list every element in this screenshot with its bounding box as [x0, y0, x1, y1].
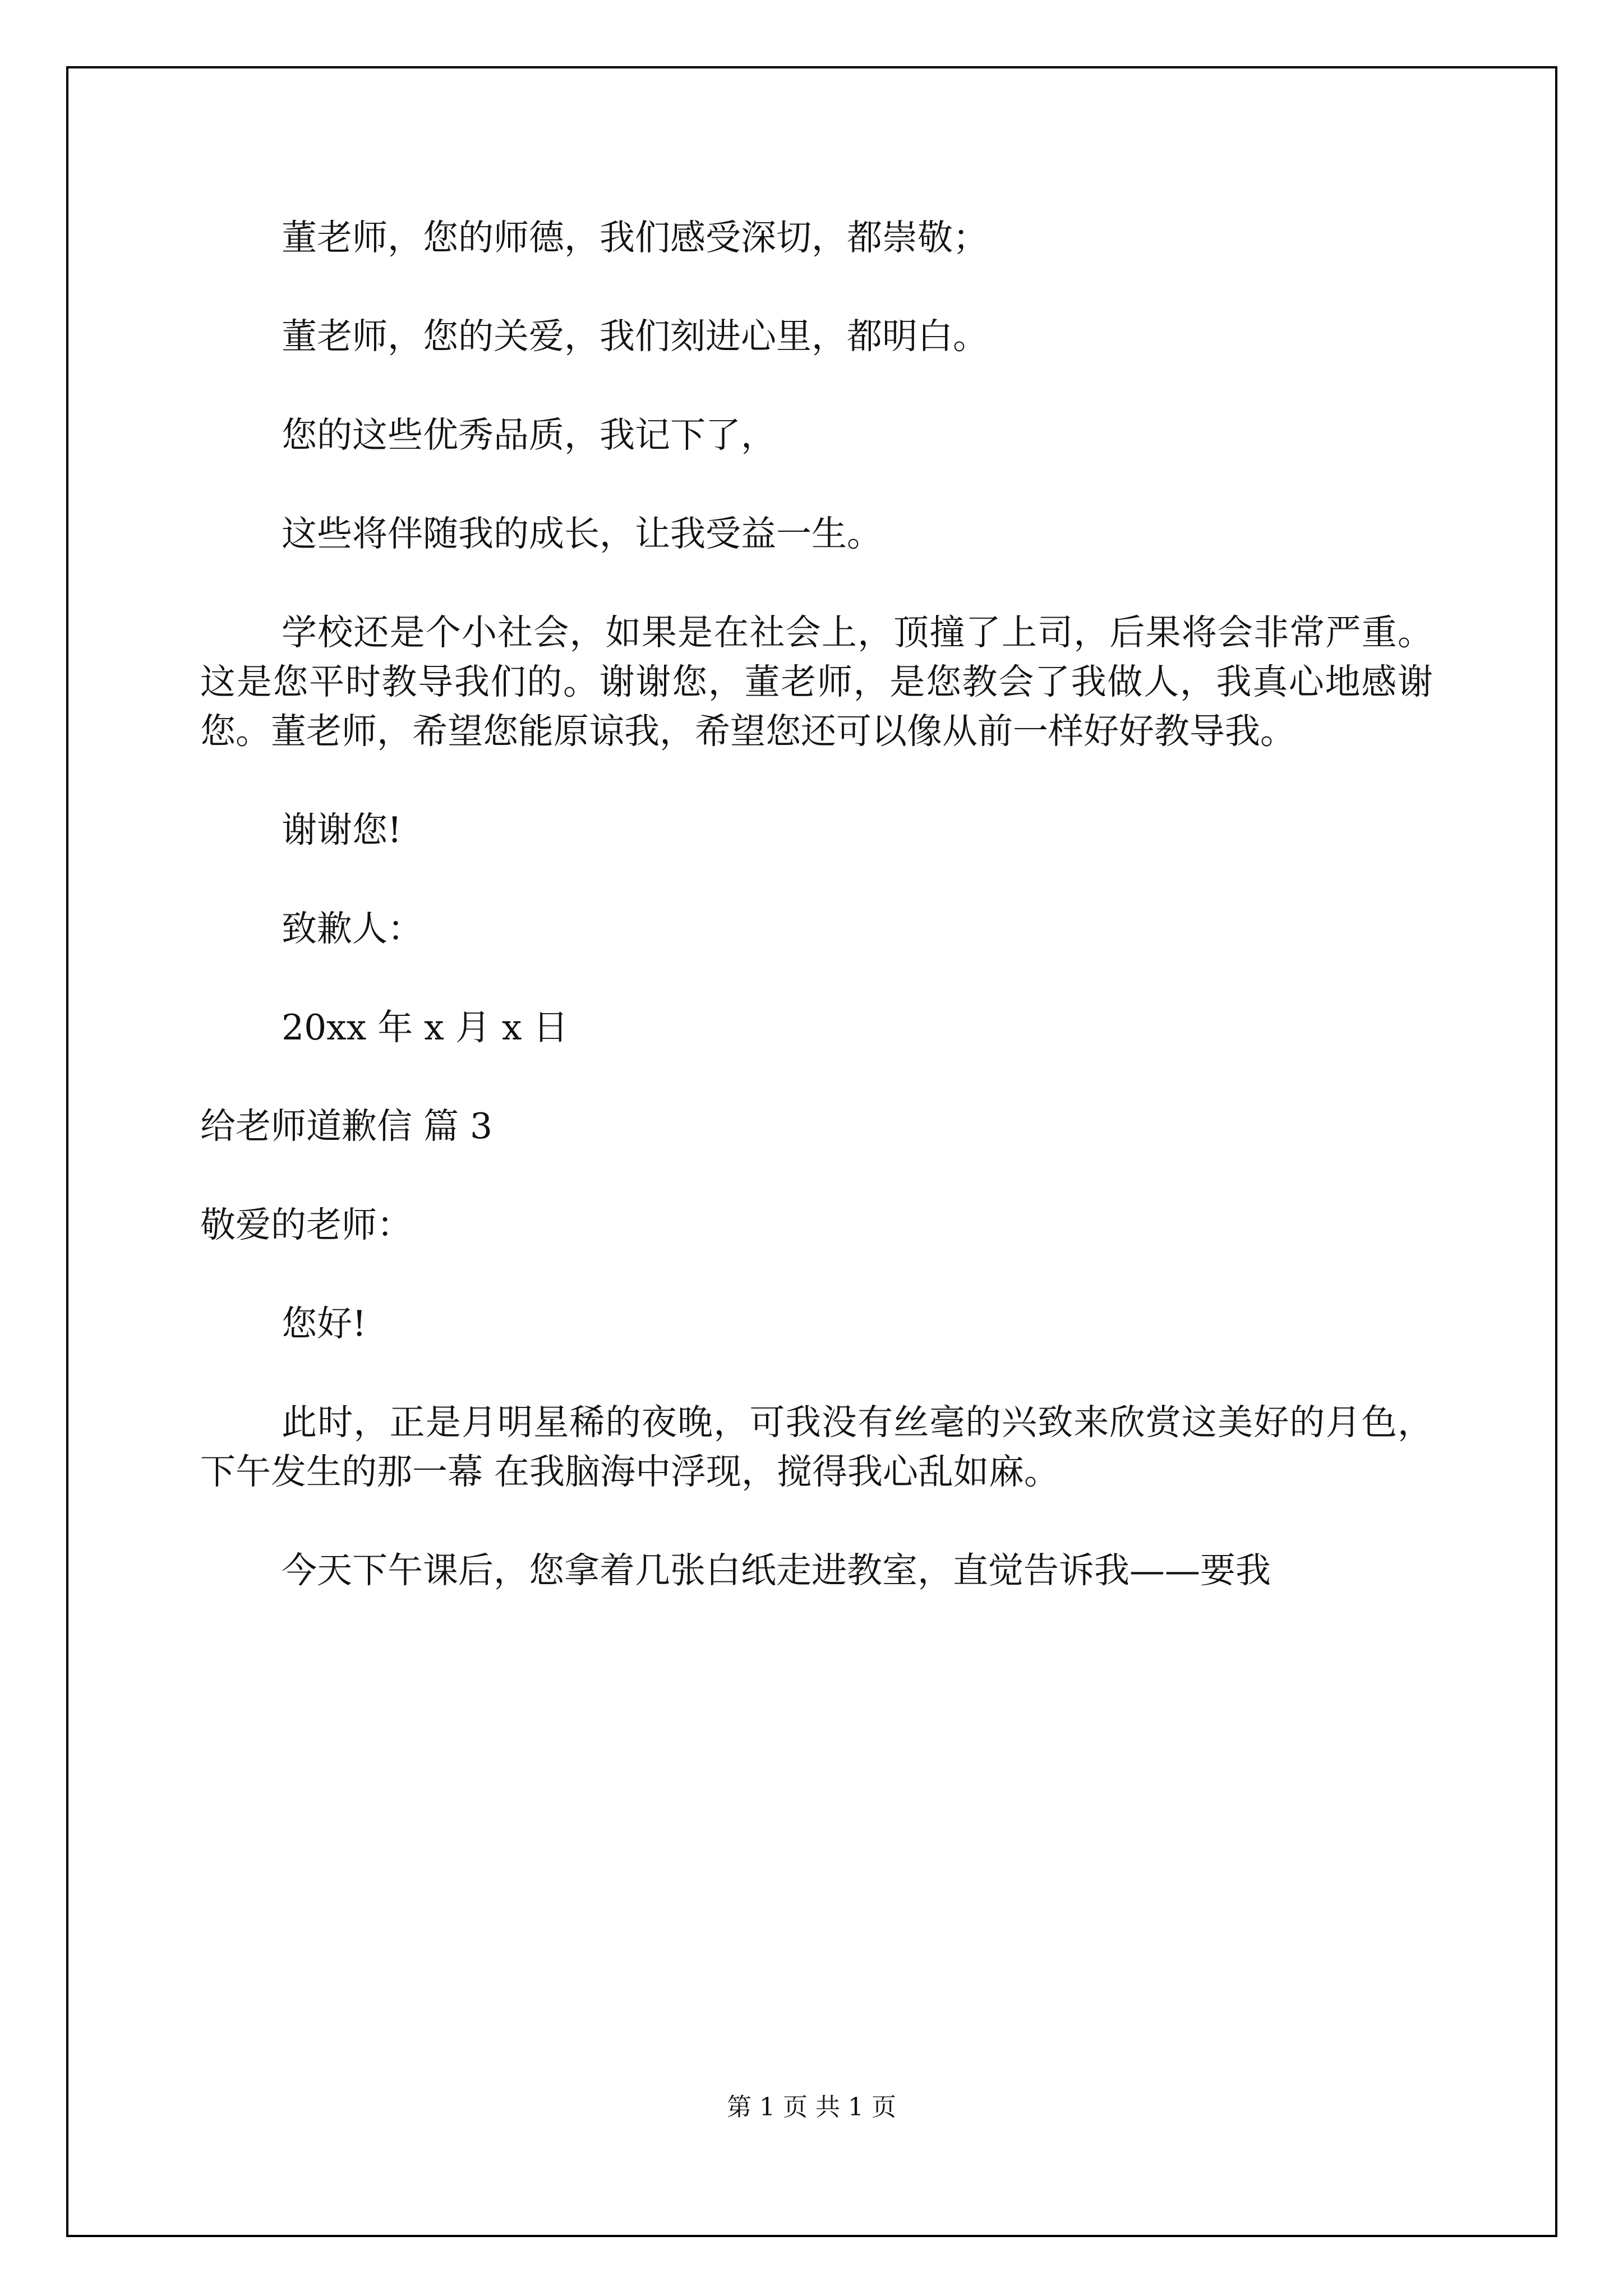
paragraph-4: 这些将伴随我的成长，让我受益一生。: [282, 513, 882, 554]
signature-label: 致歉人：: [282, 908, 423, 949]
paragraph-5: 学校还是个小社会，如果是在社会上，顶撞了上司，后果将会非常严重。这是您平时教导我们的。谢谢您，董老师，是您教会了我做人，我真心地感谢您。董老师，希望您能原谅我，希望您还可以像从前一样好好教导我。: [200, 612, 1433, 752]
paragraph-13: 今天下午课后，您拿着几张白纸走进教室，直觉告诉我——要我: [282, 1550, 1271, 1591]
section-title: 给老师道歉信 篇 3: [200, 1106, 493, 1147]
paragraph-6: 谢谢您!: [282, 809, 402, 850]
paragraph-2: 董老师，您的关爱，我们刻进心里，都明白。: [282, 316, 988, 357]
greeting: 您好!: [282, 1303, 367, 1344]
date-line: 20xx 年 x 月 x 日: [282, 1007, 569, 1048]
page-footer: 第 1 页 共 1 页: [727, 2093, 896, 2122]
paragraph-3: 您的这些优秀品质，我记下了，: [282, 415, 776, 455]
paragraph-1: 董老师，您的师德，我们感受深切，都崇敬；: [282, 217, 988, 258]
document-body: [200, 213, 1433, 1595]
paragraph-12: 此时，正是月明星稀的夜晚，可我没有丝毫的兴致来欣赏这美好的月色，下午发生的那一幕 在我脑海中浮现，搅得我心乱如麻。: [200, 1402, 1433, 1492]
salutation: 敬爱的老师：: [200, 1204, 412, 1245]
